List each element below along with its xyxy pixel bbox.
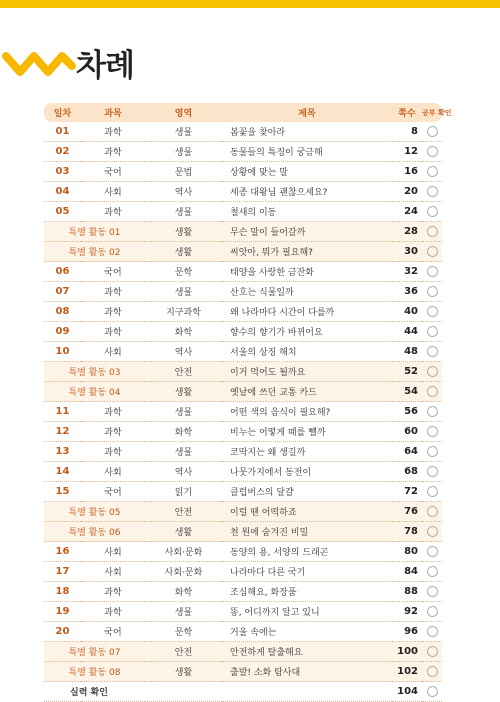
study-check-cell xyxy=(422,502,442,522)
area-cell: 화학 xyxy=(174,428,193,438)
header-topic: 제목 xyxy=(222,103,392,122)
special-activity-label: 특별 활동 07 xyxy=(68,648,121,658)
area-cell: 읽기 xyxy=(174,488,193,498)
check-circle-icon[interactable] xyxy=(427,646,438,657)
study-check-cell xyxy=(422,182,442,202)
day-number: 18 xyxy=(55,586,70,597)
day-number: 19 xyxy=(55,606,70,617)
page-number: 96 xyxy=(404,626,418,637)
special-activity-label: 특별 활동 04 xyxy=(68,388,121,398)
special-activity-label: 특별 활동 06 xyxy=(68,528,121,538)
page-number: 102 xyxy=(397,666,418,677)
check-circle-icon[interactable] xyxy=(427,146,438,157)
check-circle-icon[interactable] xyxy=(427,606,438,617)
check-circle-icon[interactable] xyxy=(427,486,438,497)
study-check-cell xyxy=(422,662,442,682)
page-number: 44 xyxy=(404,326,418,337)
area-cell: 생물 xyxy=(174,608,193,618)
table-row xyxy=(44,402,442,422)
special-activity-label: 특별 활동 02 xyxy=(68,248,121,258)
check-circle-icon[interactable] xyxy=(427,546,438,557)
subject-cell: 과학 xyxy=(104,448,122,458)
table-row xyxy=(44,522,442,542)
day-number: 11 xyxy=(55,406,70,417)
study-check-cell xyxy=(422,542,442,562)
header-page: 쪽수 xyxy=(392,103,422,122)
table-row xyxy=(44,582,442,602)
day-number: 07 xyxy=(55,286,70,297)
table-row xyxy=(44,302,442,322)
area-cell: 생물 xyxy=(174,448,193,458)
day-number: 04 xyxy=(55,186,70,197)
check-circle-icon[interactable] xyxy=(427,526,438,537)
topic-cell: 씨앗아, 뭐가 필요해? xyxy=(230,248,313,258)
day-number: 10 xyxy=(55,346,70,357)
page-number: 68 xyxy=(404,466,418,477)
area-cell: 역사 xyxy=(174,188,193,198)
day-number: 09 xyxy=(55,326,70,337)
study-check-cell xyxy=(422,382,442,402)
page-number: 12 xyxy=(404,146,418,157)
check-circle-icon[interactable] xyxy=(427,626,438,637)
day-number: 01 xyxy=(55,126,70,137)
check-circle-icon[interactable] xyxy=(427,286,438,297)
subject-cell: 과학 xyxy=(104,608,122,618)
table-row xyxy=(44,182,442,202)
area-cell: 문학 xyxy=(174,268,193,278)
study-check-cell xyxy=(422,642,442,662)
area-cell: 생물 xyxy=(174,148,193,158)
area-cell: 화학 xyxy=(174,588,193,598)
check-circle-icon[interactable] xyxy=(427,566,438,577)
study-check-cell xyxy=(422,222,442,242)
day-number: 13 xyxy=(55,446,70,457)
page-number: 28 xyxy=(404,226,418,237)
study-check-cell xyxy=(422,682,442,702)
check-circle-icon[interactable] xyxy=(427,446,438,457)
page-number: 24 xyxy=(404,206,418,217)
study-check-cell xyxy=(422,562,442,582)
table-row xyxy=(44,362,442,382)
subject-cell: 과학 xyxy=(104,408,122,418)
topic-cell: 태양을 사랑한 금잔화 xyxy=(230,268,314,278)
page-number: 92 xyxy=(404,606,418,617)
topic-cell: 동양의 용, 서양의 드래곤 xyxy=(230,548,329,558)
study-check-cell xyxy=(422,482,442,502)
page-number: 80 xyxy=(404,546,418,557)
page-number: 32 xyxy=(404,266,418,277)
subject-cell: 과학 xyxy=(104,148,122,158)
page-title: 차례 xyxy=(76,48,134,84)
table-row xyxy=(44,202,442,222)
day-number: 14 xyxy=(55,466,70,477)
day-number: 16 xyxy=(55,546,70,557)
table-row xyxy=(44,482,442,502)
page-number: 72 xyxy=(404,486,418,497)
topic-cell: 코딱지는 왜 생길까 xyxy=(230,448,306,458)
day-number: 15 xyxy=(55,486,70,497)
area-cell: 화학 xyxy=(174,328,193,338)
subject-cell: 국어 xyxy=(104,268,122,278)
page-number: 78 xyxy=(404,526,418,537)
page-number: 36 xyxy=(404,286,418,297)
table-header-row xyxy=(44,103,442,122)
check-circle-icon[interactable] xyxy=(427,246,438,257)
area-cell: 생활 xyxy=(174,388,193,398)
subject-cell: 과학 xyxy=(104,128,122,138)
summary-label: 실력 확인 xyxy=(70,688,108,698)
check-circle-icon[interactable] xyxy=(427,506,438,517)
page-number: 76 xyxy=(404,506,418,517)
topic-cell: 비누는 어떻게 때를 뺄까 xyxy=(230,428,326,438)
check-circle-icon[interactable] xyxy=(427,406,438,417)
table-row xyxy=(44,122,442,142)
topic-cell: 동물들의 특징이 궁금해 xyxy=(230,148,323,158)
page-number: 54 xyxy=(404,386,418,397)
area-cell: 안전 xyxy=(174,648,193,658)
check-circle-icon[interactable] xyxy=(427,666,438,677)
page-number: 8 xyxy=(411,126,418,137)
area-cell: 안전 xyxy=(174,368,193,378)
study-check-cell xyxy=(422,622,442,642)
check-circle-icon[interactable] xyxy=(427,346,438,357)
topic-cell: 거울 속에는 xyxy=(230,628,277,638)
area-cell: 역사 xyxy=(174,348,193,358)
check-circle-icon[interactable] xyxy=(427,386,438,397)
study-check-cell xyxy=(422,602,442,622)
area-cell: 지구과학 xyxy=(166,308,201,318)
check-circle-icon[interactable] xyxy=(427,426,438,437)
page-number: 56 xyxy=(404,406,418,417)
summary-row xyxy=(44,682,442,702)
area-cell: 문학 xyxy=(174,628,193,638)
topic-cell: 똥, 어디까지 알고 있니 xyxy=(230,608,320,618)
table-row xyxy=(44,422,442,442)
area-cell: 생물 xyxy=(174,288,193,298)
check-circle-icon[interactable] xyxy=(427,326,438,337)
study-check-cell xyxy=(422,282,442,302)
topic-cell: 이거 먹어도 될까요 xyxy=(230,368,306,378)
area-cell: 문법 xyxy=(174,168,193,178)
study-check-cell xyxy=(422,142,442,162)
area-cell: 생활 xyxy=(174,528,193,538)
check-circle-icon[interactable] xyxy=(427,466,438,477)
topic-cell: 출발! 소화 탐사대 xyxy=(230,668,301,678)
subject-cell: 과학 xyxy=(104,288,122,298)
day-number: 02 xyxy=(55,146,70,157)
study-check-cell xyxy=(422,342,442,362)
topic-cell: 무슨 말이 들어갈까 xyxy=(230,228,306,238)
table-row xyxy=(44,142,442,162)
top-accent-bar xyxy=(0,0,500,8)
header-day: 일차 xyxy=(44,103,81,122)
check-circle-icon[interactable] xyxy=(427,126,438,137)
table-row xyxy=(44,242,442,262)
table-of-contents xyxy=(44,103,452,702)
subject-cell: 국어 xyxy=(104,628,122,638)
subject-cell: 과학 xyxy=(104,588,122,598)
page-number: 64 xyxy=(404,446,418,457)
table-row xyxy=(44,642,442,662)
topic-cell: 산호는 식물일까 xyxy=(230,288,294,298)
subject-cell: 사회 xyxy=(104,188,122,198)
check-circle-icon[interactable] xyxy=(427,306,438,317)
study-check-cell xyxy=(422,302,442,322)
day-number: 12 xyxy=(55,426,70,437)
check-circle-icon[interactable] xyxy=(427,226,438,237)
check-circle-icon[interactable] xyxy=(427,586,438,597)
check-circle-icon[interactable] xyxy=(427,206,438,217)
page-number: 84 xyxy=(404,566,418,577)
topic-cell: 옛날에 쓰던 교통 카드 xyxy=(230,388,317,398)
table-row xyxy=(44,542,442,562)
study-check-cell xyxy=(422,462,442,482)
area-cell: 생활 xyxy=(174,248,193,258)
subject-cell: 사회 xyxy=(104,548,122,558)
page-number: 40 xyxy=(404,306,418,317)
topic-cell: 클럽버스의 달걀 xyxy=(230,488,294,498)
subject-cell: 사회 xyxy=(104,468,122,478)
area-cell: 안전 xyxy=(174,508,193,518)
header-subject: 과목 xyxy=(81,103,145,122)
special-activity-label: 특별 활동 01 xyxy=(68,228,121,238)
study-check-cell xyxy=(422,122,442,142)
subject-cell: 과학 xyxy=(104,328,122,338)
study-check-cell xyxy=(422,362,442,382)
subject-cell: 국어 xyxy=(104,488,122,498)
day-number: 08 xyxy=(55,306,70,317)
day-number: 05 xyxy=(55,206,70,217)
zigzag-logo-icon xyxy=(4,42,74,82)
summary-page-number: 104 xyxy=(397,686,418,697)
topic-cell: 천 원에 숨겨진 비밀 xyxy=(230,528,309,538)
page-number: 60 xyxy=(404,426,418,437)
day-number: 03 xyxy=(55,166,70,177)
area-cell: 사회·문화 xyxy=(164,568,203,578)
study-check-cell xyxy=(422,442,442,462)
topic-cell: 어떤 색의 음식이 필요해? xyxy=(230,408,331,418)
subject-cell: 과학 xyxy=(104,428,122,438)
study-check-cell xyxy=(422,162,442,182)
topic-cell: 안전하게 탈출해요 xyxy=(230,648,303,658)
special-activity-label: 특별 활동 03 xyxy=(68,368,121,378)
page-number: 52 xyxy=(404,366,418,377)
area-cell: 생물 xyxy=(174,408,193,418)
subject-cell: 사회 xyxy=(104,568,122,578)
subject-cell: 과학 xyxy=(104,208,122,218)
page-number: 30 xyxy=(404,246,418,257)
table-row xyxy=(44,282,442,302)
subject-cell: 국어 xyxy=(104,168,122,178)
topic-cell: 봄꽃을 찾아라 xyxy=(230,128,286,138)
day-number: 17 xyxy=(55,566,70,577)
study-check-cell xyxy=(422,242,442,262)
area-cell: 생활 xyxy=(174,668,193,678)
header-study-check: 공부 확인 xyxy=(422,103,442,122)
topic-cell: 세종 대왕님 괜찮으세요? xyxy=(230,188,328,198)
area-cell: 생물 xyxy=(174,128,193,138)
table-row xyxy=(44,382,442,402)
check-circle-icon[interactable] xyxy=(427,266,438,277)
check-circle-icon[interactable] xyxy=(427,166,438,177)
special-activity-label: 특별 활동 08 xyxy=(68,668,121,678)
topic-cell: 조심해요, 화장품 xyxy=(230,588,297,598)
table-row xyxy=(44,442,442,462)
page-number: 100 xyxy=(397,646,418,657)
topic-cell: 이럴 땐 어떡하죠 xyxy=(230,508,297,518)
page-number: 20 xyxy=(404,186,418,197)
page-number: 88 xyxy=(404,586,418,597)
table-row xyxy=(44,462,442,482)
page-number: 48 xyxy=(404,346,418,357)
study-check-cell xyxy=(422,202,442,222)
table-row xyxy=(44,662,442,682)
area-cell: 생활 xyxy=(174,228,193,238)
day-number: 06 xyxy=(55,266,70,277)
study-check-cell xyxy=(422,522,442,542)
table-row xyxy=(44,342,442,362)
topic-cell: 향수의 향기가 바뀌어요 xyxy=(230,328,323,338)
topic-cell: 서울의 상징 해치 xyxy=(230,348,297,358)
topic-cell: 상황에 맞는 말 xyxy=(230,168,288,178)
check-circle-icon[interactable] xyxy=(427,686,438,697)
check-circle-icon[interactable] xyxy=(427,186,438,197)
topic-cell: 철새의 이동 xyxy=(230,208,277,218)
topic-cell: 왜 나라마다 시간이 다를까 xyxy=(230,308,335,318)
table-row xyxy=(44,222,442,242)
table-row xyxy=(44,262,442,282)
study-check-cell xyxy=(422,402,442,422)
study-check-cell xyxy=(422,422,442,442)
check-circle-icon[interactable] xyxy=(427,366,438,377)
table-row xyxy=(44,502,442,522)
header-area: 영역 xyxy=(145,103,222,122)
table-row xyxy=(44,562,442,582)
topic-cell: 나뭇가지에서 동전이 xyxy=(230,468,312,478)
page-number: 16 xyxy=(404,166,418,177)
table-row xyxy=(44,162,442,182)
study-check-cell xyxy=(422,322,442,342)
area-cell: 생물 xyxy=(174,208,193,218)
topic-cell: 나라마다 다른 국기 xyxy=(230,568,306,578)
day-number: 20 xyxy=(55,626,70,637)
subject-cell: 과학 xyxy=(104,308,122,318)
study-check-cell xyxy=(422,582,442,602)
area-cell: 역사 xyxy=(174,468,193,478)
study-check-cell xyxy=(422,262,442,282)
special-activity-label: 특별 활동 05 xyxy=(68,508,121,518)
table-row xyxy=(44,622,442,642)
area-cell: 사회·문화 xyxy=(164,548,203,558)
table-row xyxy=(44,322,442,342)
table-row xyxy=(44,602,442,622)
subject-cell: 사회 xyxy=(104,348,122,358)
